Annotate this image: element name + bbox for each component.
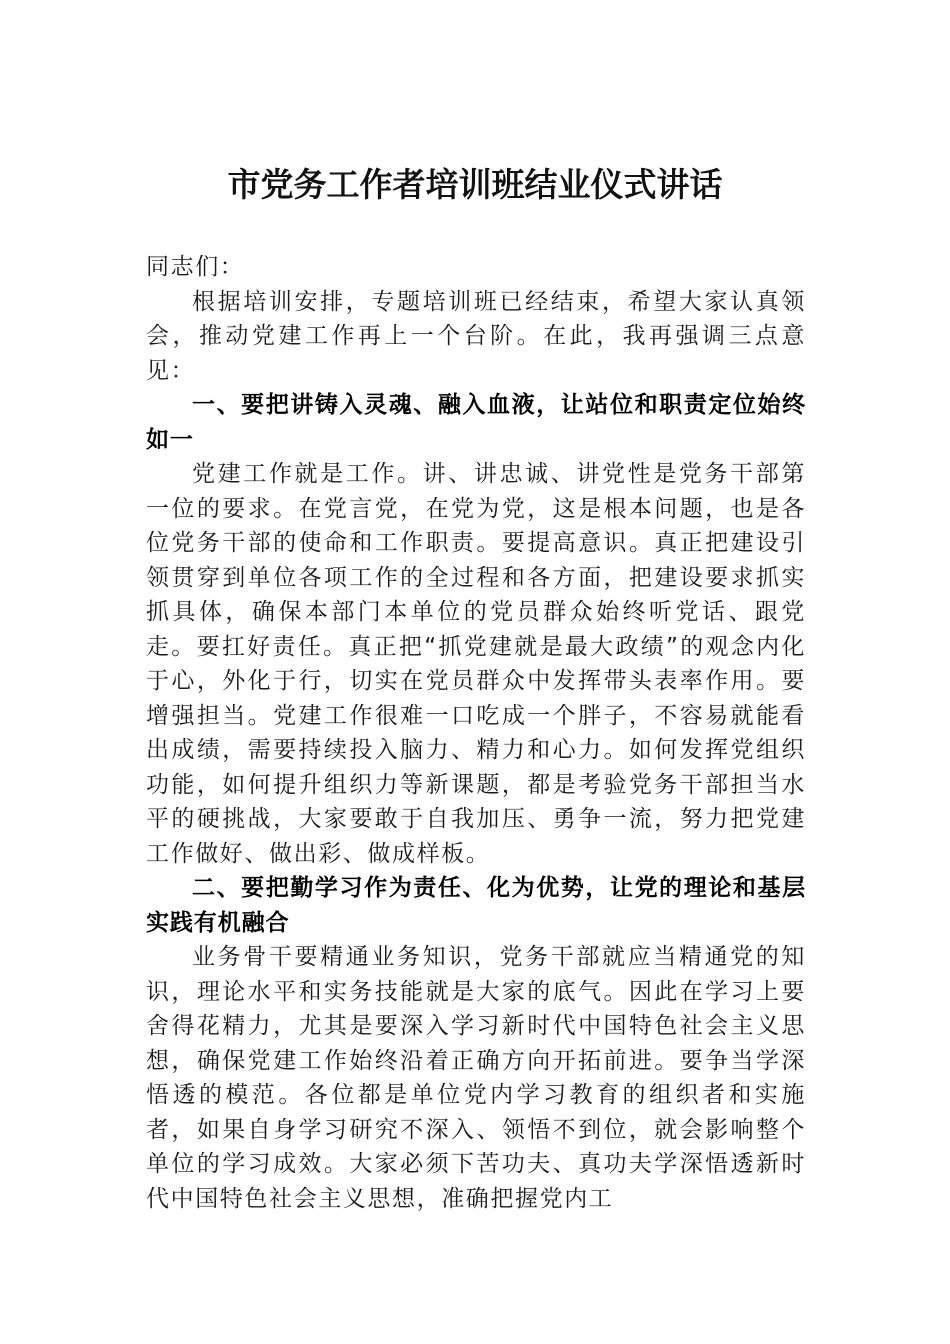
intro-paragraph: 根据培训安排，专题培训班已经结束，希望大家认真领会，推动党建工作再上一个台阶。在此，我再强调三点意见：: [146, 288, 806, 384]
section-heading-1: 一、要把讲铸入灵魂、融入血液，让站位和职责定位始终如一: [146, 392, 806, 453]
salutation: 同志们：: [146, 254, 245, 280]
section-body-2: 业务骨干要精通业务知识，党务干部就应当精通党的知识，理论水平和实务技能就是大家的底气。因此在学习上要舍得花精力，尤其是要深入学习新时代中国特色社会主义思想，确保党建工作始终沿着正确方向开拓前进。要争当学深悟透的模范。各位都是单位党内学习教育的组织者和实施者，如果自身学习研究不深入、领悟不到位，就会影响整个单位的学习成效。大家必须下苦功夫、真功夫学深悟透新时代中国特色社会主义思想，准确把握党内工: [146, 944, 806, 1212]
document-body: [146, 250, 806, 1216]
section-heading-2: 二、要把勤学习作为责任、化为优势，让党的理论和基层实践有机融合: [146, 875, 806, 936]
document-title: 市党务工作者培训班结业仪式讲话: [227, 165, 723, 204]
section-body-1: 党建工作就是工作。讲、讲忠诚、讲党性是党务干部第一位的要求。在党言党，在党为党，这是根本问题，也是各位党务干部的使命和工作职责。要提高意识。真正把建设引领贯穿到单位各项工作的全过程和各方面，把建设要求抓实抓具体，确保本部门本单位的党员群众始终听党话、跟党走。要扛好责任。真正把“抓党建就是最大政绩”的观念内化于心，外化于行，切实在党员群众中发挥带头表率作用。要增强担当。党建工作很难一口吃成一个胖子，不容易就能看出成绩，需要持续投入脑力、精力和心力。如何发挥党组织功能，如何提升组织力等新课题，都是考验党务干部担当水平的硬挑战，大家要敢于自我加压、勇争一流，努力把党建工作做好、做出彩、做成样板。: [146, 461, 806, 867]
